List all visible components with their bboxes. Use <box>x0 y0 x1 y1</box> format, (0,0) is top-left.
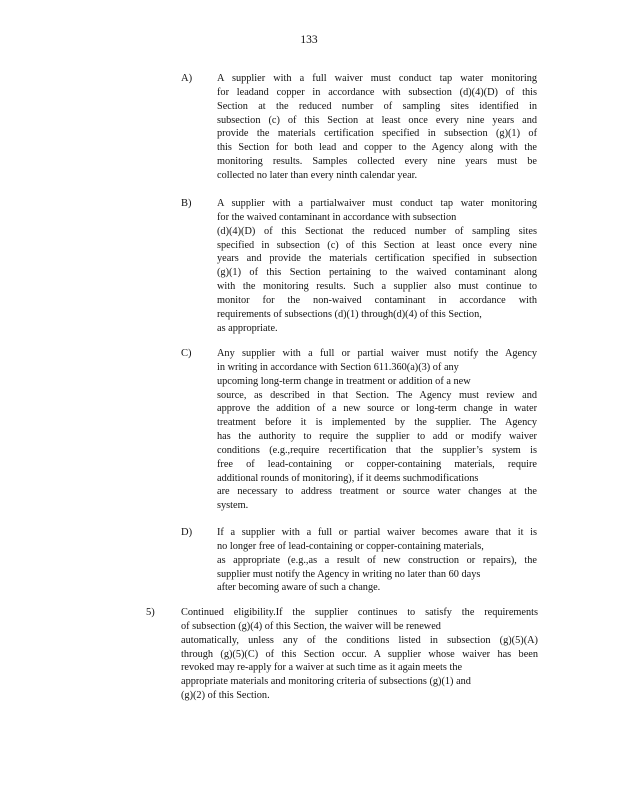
paragraph-label: C) <box>181 348 192 359</box>
text-line: supplier must notify the Agency in writing no later than 60 days <box>217 568 481 580</box>
text-line: as appropriate. <box>217 322 278 334</box>
text-line: years and provide the materials certification specified in subsection <box>217 253 537 265</box>
text-line: has the authority to require the supplier to add or modify waiver <box>217 431 537 443</box>
text-line: subsection (c) of this Section at least once every nine years and <box>217 114 537 126</box>
text-line: Continued eligibility.If the supplier continues to satisfy the requirements <box>181 607 538 618</box>
text-line: automatically, unless any of the conditions listed in subsection (g)(5)(A) <box>181 634 538 646</box>
text-line: free of lead-containing or copper-containing materials, require <box>217 458 537 470</box>
text-line: approve the addition of a new source or long-term change in water <box>217 403 537 415</box>
paragraph-label: 5) <box>146 607 155 618</box>
text-line: source, as described in that Section. The Agency must review and <box>217 389 537 401</box>
text-line: upcoming long-term change in treatment or addition of a new <box>217 375 471 387</box>
page-number: 133 <box>300 34 318 46</box>
paragraph-label: A) <box>181 73 193 84</box>
text-line: Any supplier with a full or partial waiver must notify the Agency <box>217 348 537 359</box>
paragraph-body <box>217 347 537 513</box>
text-line: system. <box>217 500 249 512</box>
text-line: specified in subsection (c) of this Section at least once every nine <box>217 239 537 251</box>
text-line: (d)(4)(D) of this Sectionat the reduced number of sampling sites <box>217 225 537 237</box>
text-line: no longer free of lead-containing or copper-containing materials, <box>217 540 484 552</box>
text-line: through (g)(5)(C) of this Section occur. A supplier whose waiver has been <box>181 648 538 660</box>
text-line: collected no later than every ninth calendar year. <box>217 169 418 181</box>
text-line: this Section for both lead and copper to the Agency along with the <box>217 142 537 154</box>
text-line: for leadand copper in accordance with subsection (d)(4)(D) of this <box>217 86 537 98</box>
paragraph-body <box>217 72 537 183</box>
text-line: are necessary to address treatment or source water changes at the <box>217 486 537 498</box>
text-line: If a supplier with a full or partial waiver becomes aware that it is <box>217 527 537 538</box>
text-line: monitoring results. Samples collected every nine years must be <box>217 156 537 168</box>
text-line: A supplier with a partialwaiver must conduct tap water monitoring <box>217 198 537 209</box>
paragraph-label: D) <box>181 527 193 538</box>
paragraph-body <box>217 526 537 595</box>
text-line: monitor for the non-waived contaminant in accordance with <box>217 294 537 306</box>
text-line: for the waived contaminant in accordance with subsection <box>217 211 457 223</box>
text-line: additional rounds of monitoring), if it deems suchmodifications <box>217 472 479 484</box>
text-line: revoked may re-apply for a waiver at such time as it again meets the <box>181 662 463 674</box>
text-line: (g)(2) of this Section. <box>181 690 270 702</box>
text-line: appropriate materials and monitoring criteria of subsections (g)(1) and <box>181 676 471 688</box>
paragraph-body <box>181 606 538 703</box>
text-line: as appropriate (e.g.,as a result of new construction or repairs), the <box>217 554 537 566</box>
text-line: treatment before it is implemented by the supplier. The Agency <box>217 417 537 429</box>
text-line: of subsection (g)(4) of this Section, the waiver will be renewed <box>181 620 441 632</box>
text-line: in writing in accordance with Section 611.360(a)(3) of any <box>217 361 459 373</box>
paragraph-label: B) <box>181 198 192 209</box>
text-line: (g)(1) of this Section pertaining to the waived contaminant along <box>217 267 537 279</box>
paragraph-body <box>217 197 537 335</box>
text-line: with the monitoring results. Such a supplier also must continue to <box>217 281 537 293</box>
text-line: Section at the reduced number of sampling sites identified in <box>217 100 537 112</box>
text-line: requirements of subsections (d)(1) through(d)(4) of this Section, <box>217 308 482 320</box>
text-line: after becoming aware of such a change. <box>217 582 381 594</box>
text-line: conditions (e.g.,require recertification that the supplier’s system is <box>217 444 537 456</box>
text-line: A supplier with a full waiver must conduct tap water monitoring <box>217 73 537 84</box>
text-line: provide the materials certification specified in subsection (g)(1) of <box>217 128 537 140</box>
